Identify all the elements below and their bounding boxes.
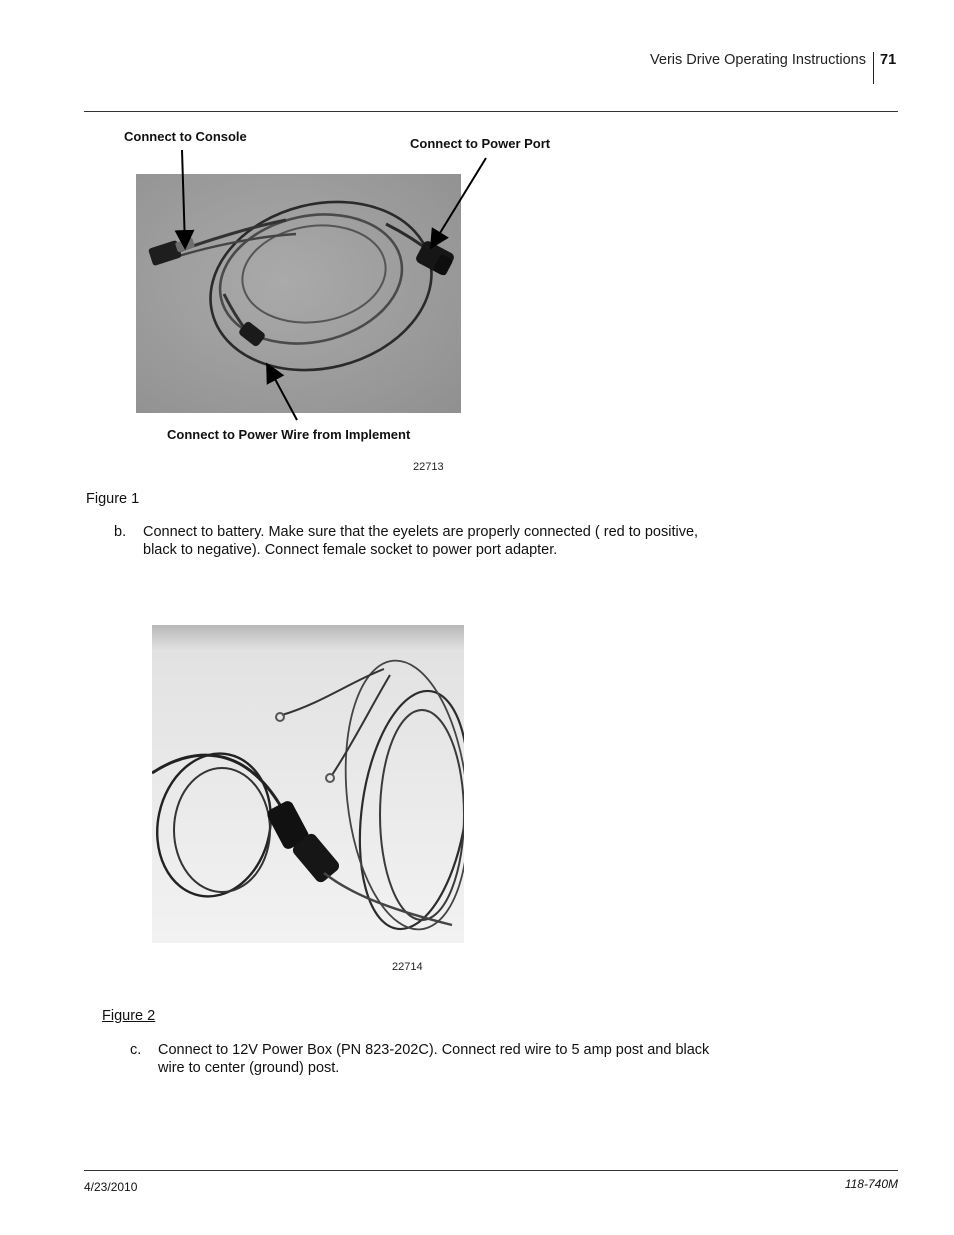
page-number: 71 [880,52,897,68]
header-title: Veris Drive Operating Instructions [650,52,866,68]
callout-connect-to-console: Connect to Console [124,129,247,144]
footer-date: 4/23/2010 [84,1180,138,1194]
figure2-image-number: 22714 [392,961,423,973]
figure2-photo [152,625,464,943]
figure1-caption: Figure 1 [86,491,140,507]
callout-connect-to-power-port: Connect to Power Port [410,136,551,151]
step-c-marker: c. [130,1042,142,1058]
step-b-marker: b. [114,524,127,540]
figure2-caption: Figure 2 [102,1008,156,1024]
step-b-line2: black to negative). Connect female socket to power port adapter. [143,542,558,558]
step-c-line2: wire to center (ground) post. [158,1060,340,1076]
callout-connect-to-power-wire: Connect to Power Wire from Implement [167,427,411,442]
footer-doc-number: 118-740M [844,1177,898,1191]
step-b-line1: Connect to battery. Make sure that the eyelets are properly connected ( red to positive, [143,524,699,540]
step-c [130,1041,770,1081]
step-b [114,523,754,563]
figure1-image-number: 22713 [413,461,444,473]
step-c-line1: Connect to 12V Power Box (PN 823-202C). Connect red wire to 5 amp post and black [158,1042,710,1058]
footer-rule [84,1170,898,1171]
